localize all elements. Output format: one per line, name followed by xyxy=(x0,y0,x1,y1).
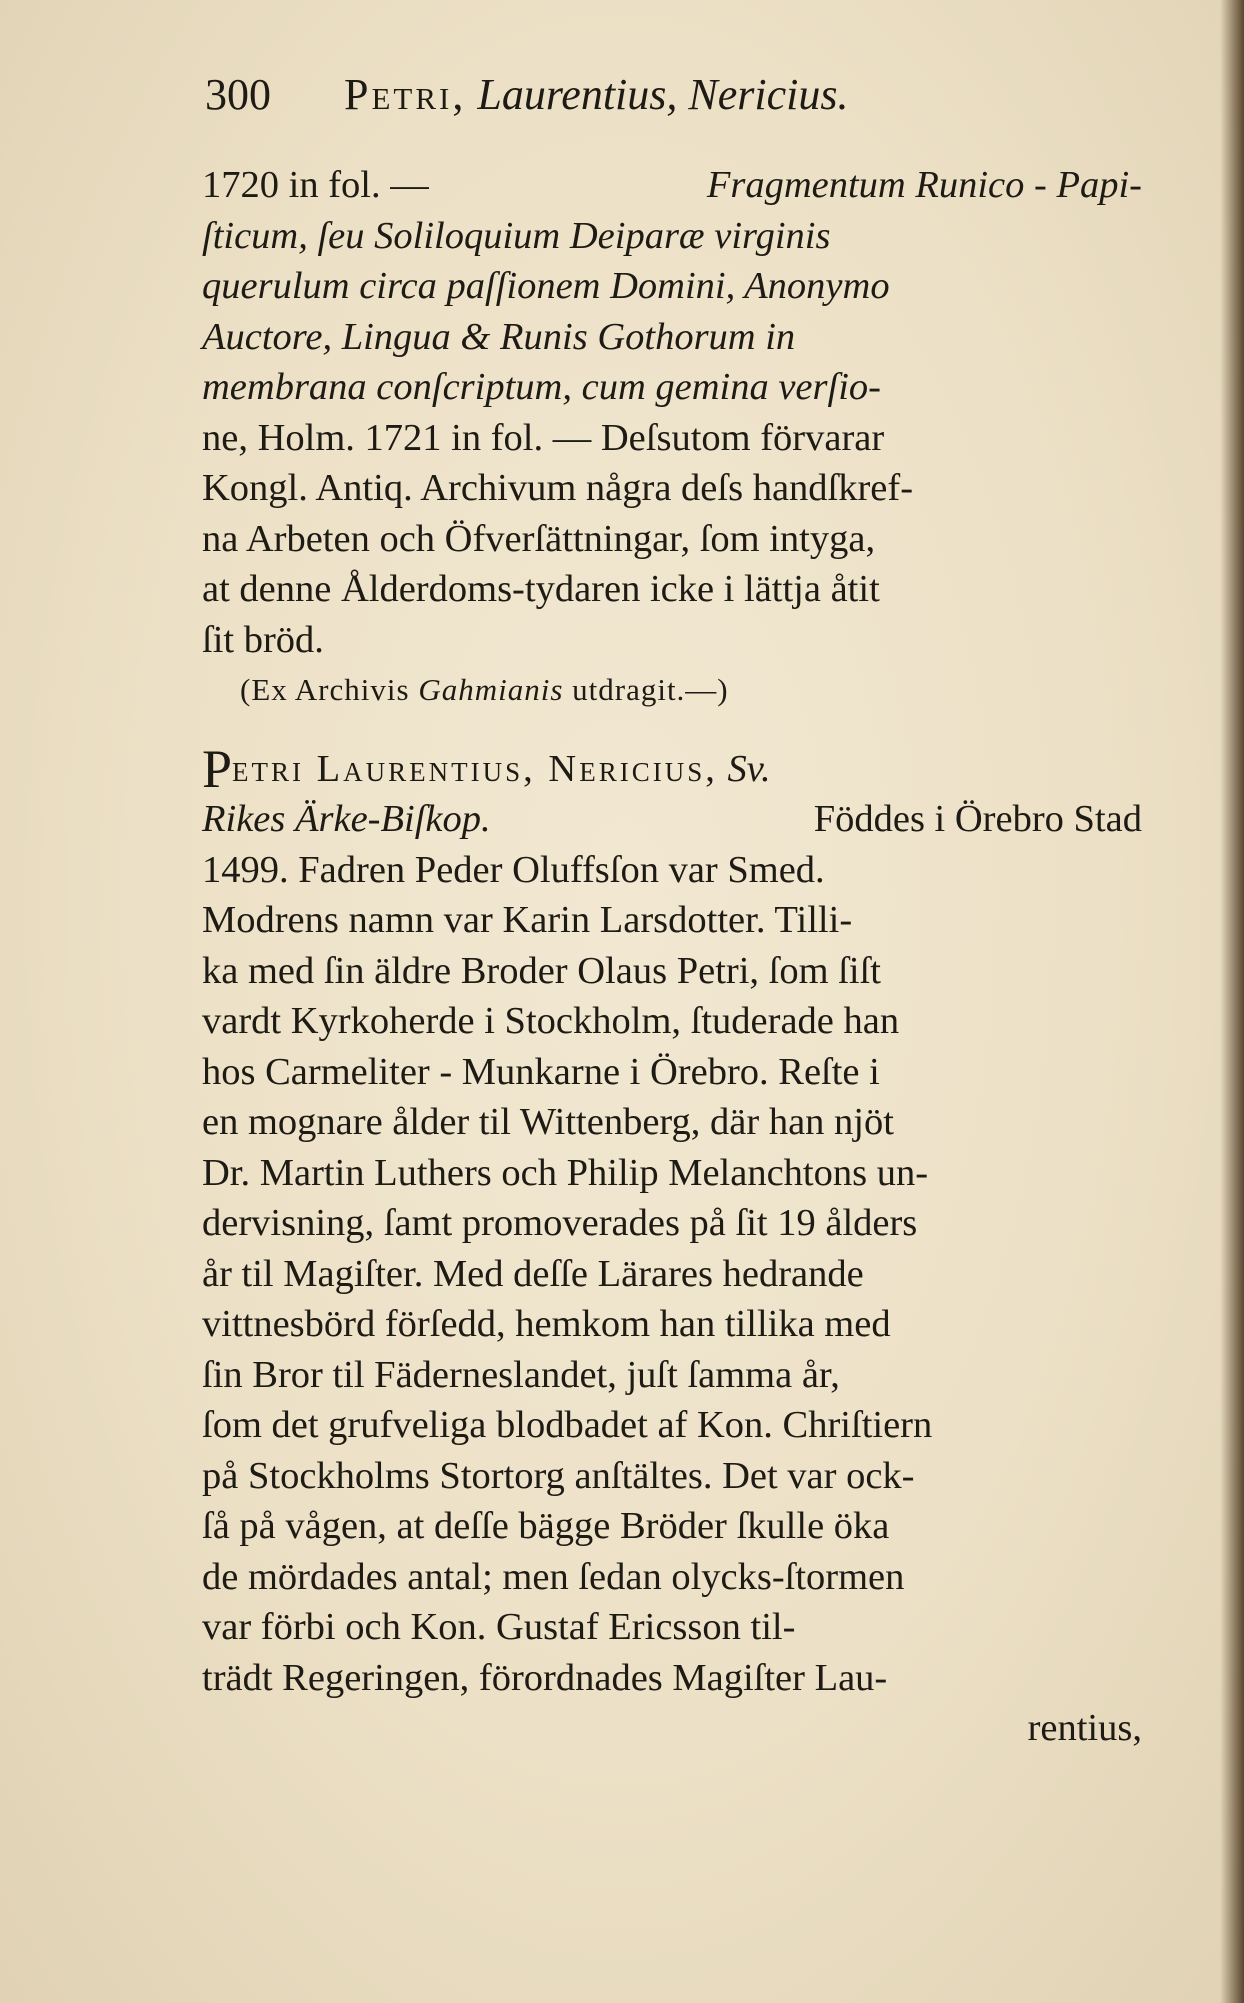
text-line: ſå på vågen, at deſſe bägge Bröder ſkulle öka xyxy=(202,1505,890,1547)
text-line: vittnesbörd förſedd, hemkom han tillika med xyxy=(202,1303,891,1345)
text-line: dervisning, ſamt promoverades på ſit 19 ålders xyxy=(202,1202,918,1244)
text-line: Kongl. Antiq. Archivum några deſs handſkref- xyxy=(202,467,914,509)
text-line: var förbi och Kon. Gustaf Ericsson til- xyxy=(202,1606,796,1648)
text-line: ne, Holm. 1721 in fol. — Deſsutom förvarar xyxy=(202,416,885,459)
text-line: 1720 in fol. — Fragmentum Runico - Papi- xyxy=(202,164,1142,206)
body-text xyxy=(202,160,1142,1754)
entry-heading xyxy=(202,738,1142,799)
running-header xyxy=(205,60,1105,130)
text-line: en mognare ålder til Wittenberg, där han njöt xyxy=(202,1101,894,1143)
running-head-name: Petri, xyxy=(344,70,467,119)
text-line: på Stockholms Stortorg anſtältes. Det var ock- xyxy=(202,1454,915,1497)
text-line: ſit bröd. xyxy=(202,618,324,661)
text-line: querulum circa paſſionem Domini, Anonymo xyxy=(202,265,890,307)
text-line: na Arbeten och Öfverſättningar, ſom intyga, xyxy=(202,517,876,560)
text-line: Rikes Ärke-Biſkop. Föddes i Örebro Stad xyxy=(202,798,1142,840)
text-line: ſom det grufveliga blodbadet af Kon. Chriſtiern xyxy=(202,1404,933,1446)
text-line: Modrens namn var Karin Larsdotter. Tilli- xyxy=(202,899,853,941)
text-line: hos Carmeliter - Munkarne i Örebro. Reſte i xyxy=(202,1050,880,1093)
text-line: de mördades antal; men ſedan olycks-ſtormen xyxy=(202,1555,905,1598)
text-line: vardt Kyrkoherde i Stockholm, ſtuderade han xyxy=(202,1000,900,1042)
text-line: at denne Ålderdoms-tydaren icke i lättja åtit xyxy=(202,568,880,610)
entry-heading-name: etri Laurentius, Nericius, xyxy=(232,747,718,790)
text-line: ſticum, ſeu Soliloquium Deiparæ virginis xyxy=(202,214,831,257)
text-line: trädt Regeringen, förordnades Magiſter Lau- xyxy=(202,1656,888,1699)
running-head-italic: Laurentius, Nericius. xyxy=(477,70,849,119)
source-note: (Ex Archivis Gahmianis utdragit.—) xyxy=(240,672,729,707)
drop-capital: P xyxy=(202,738,233,799)
page-number: 300 xyxy=(205,70,271,119)
text-line: 1499. Fadren Peder Oluffsſon var Smed. xyxy=(202,848,825,891)
page-edge-shadow xyxy=(1220,0,1244,2003)
text-line: ſin Bror til Fäderneslandet, juſt ſamma år, xyxy=(202,1353,840,1396)
text-line: Auctore, Lingua & Runis Gothorum in xyxy=(202,315,796,358)
entry-heading-italic: Sv. xyxy=(717,747,771,790)
text-line: ka med ſin äldre Broder Olaus Petri, ſom ſiſt xyxy=(202,949,881,992)
paragraph-gap xyxy=(202,716,1142,744)
text-line: år til Magiſter. Med deſſe Lärares hedrande xyxy=(202,1252,864,1295)
text-line: Dr. Martin Luthers och Philip Melanchtons un- xyxy=(202,1151,929,1194)
catchword: rentius, xyxy=(1027,1707,1142,1749)
text-line: membrana conſcriptum, cum gemina verſio- xyxy=(202,366,881,408)
